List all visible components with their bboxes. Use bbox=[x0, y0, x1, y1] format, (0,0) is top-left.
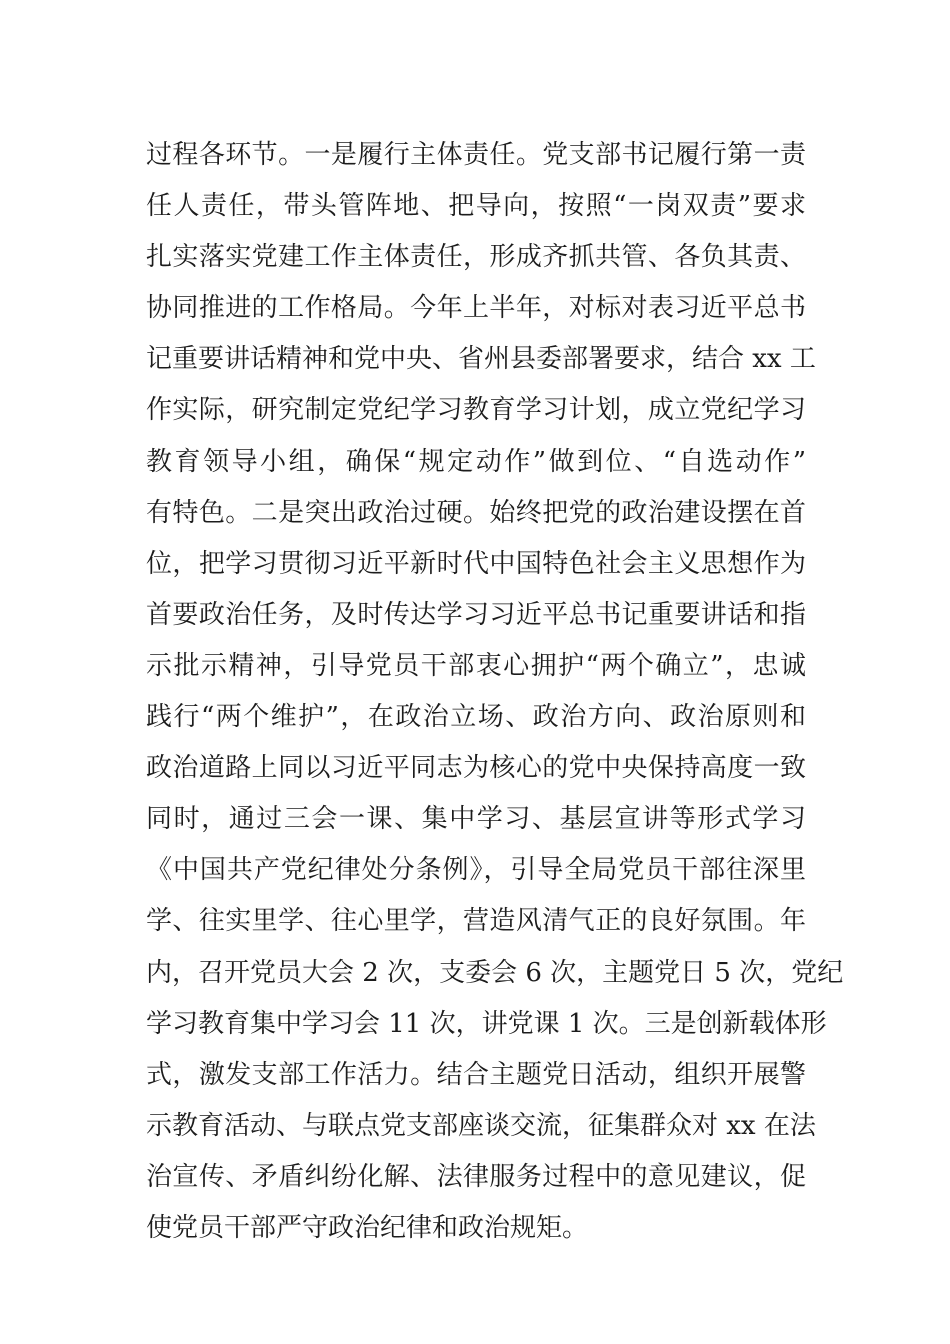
text-line-14: 同时，通过三会一课、集中学习、基层宣讲等形式学习 bbox=[146, 804, 806, 835]
text-line-18: 学习教育集中学习会 11 次，讲党课 1 次。三是创新载体形 bbox=[146, 1008, 827, 1039]
text-line-17: 内，召开党员大会 2 次，支委会 6 次，主题党日 5 次，党纪 bbox=[146, 957, 844, 988]
text-line-9: 位，把学习贯彻习近平新时代中国特色社会主义思想作为 bbox=[146, 548, 806, 579]
text-line-19: 式，激发支部工作活力。结合主题党日活动，组织开展警 bbox=[146, 1059, 806, 1090]
body-paragraph bbox=[146, 130, 844, 1254]
text-line-15: 《中国共产党纪律处分条例》，引导全局党员干部往深里 bbox=[146, 855, 806, 886]
text-line-20: 示教育活动、与联点党支部座谈交流，征集群众对 xx 在法 bbox=[146, 1110, 816, 1141]
text-line-12: 践行“两个维护”，在政治立场、政治方向、政治原则和 bbox=[146, 702, 806, 733]
text-line-13: 政治道路上同以习近平同志为核心的党中央保持高度一致 bbox=[146, 753, 806, 784]
text-line-5: 记重要讲话精神和党中央、省州县委部署要求，结合 xx 工 bbox=[146, 344, 816, 375]
text-line-7: 教育领导小组，确保“规定动作”做到位、“自选动作” bbox=[146, 446, 806, 477]
text-line-8: 有特色。二是突出政治过硬。始终把党的政治建设摆在首 bbox=[146, 497, 806, 528]
text-line-11: 示批示精神，引导党员干部衷心拥护“两个确立”，忠诚 bbox=[146, 650, 806, 681]
text-line-3: 扎实落实党建工作主体责任，形成齐抓共管、各负其责、 bbox=[146, 242, 806, 273]
text-line-2: 任人责任，带头管阵地、把导向，按照“一岗双责”要求 bbox=[146, 191, 806, 222]
text-line-10: 首要政治任务，及时传达学习习近平总书记重要讲话和指 bbox=[146, 599, 806, 630]
text-line-21: 治宣传、矛盾纠纷化解、法律服务过程中的意见建议，促 bbox=[146, 1161, 806, 1192]
text-line-22: 使党员干部严守政治纪律和政治规矩。 bbox=[146, 1212, 589, 1243]
text-line-16: 学、往实里学、往心里学，营造风清气正的良好氛围。年 bbox=[146, 906, 806, 937]
text-line-1: 过程各环节。一是履行主体责任。党支部书记履行第一责 bbox=[146, 140, 806, 170]
text-line-6: 作实际，研究制定党纪学习教育学习计划，成立党纪学习 bbox=[146, 395, 806, 426]
text-line-4: 协同推进的工作格局。今年上半年，对标对表习近平总书 bbox=[146, 293, 806, 324]
